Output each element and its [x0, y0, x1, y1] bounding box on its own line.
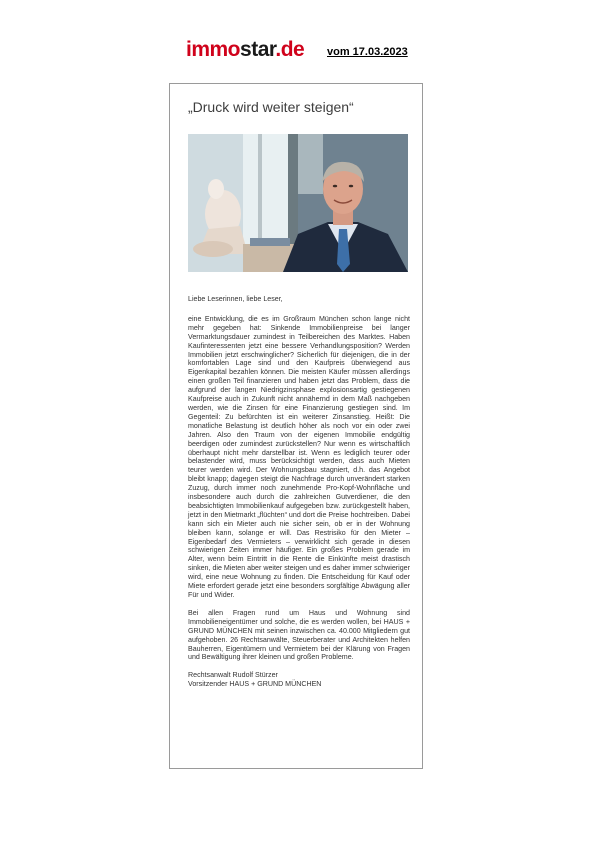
masthead: [186, 36, 304, 60]
logo-part-immo: immo: [186, 38, 241, 61]
body-paragraph: eine Entwicklung, die es im Großraum München schon lange nicht mehr gegeben hat: Sinkende Immobilienpreise bei langer Vermarktungsdauer zumindest in Teilbereichen des Marktes. Haben Kaufinteressenten jetzt eine bessere Verhandlungsposition? Werden Immobilien jetzt erschwinglicher? Sicherlich für diejenigen, die in der komfortablen Lage sind und den Kaufpreis überwiegend aus Eigenkapital bezahlen können. Die meisten Käufer müssen allerdings einen großen Teil finanzieren und haben jetzt das Problem, dass die aufgrund der langen Niedrigzinsphase explosionsartig gestiegenen Kaufpreise auch in Zukunft nicht annähernd in dem Maß nachgeben werden, wie die Zinsen für eine Finanzierung gestiegen sind. Im Gegenteil: Zu befürchten ist ein weiterer Zinsanstieg. Heißt: Die monatliche Belastung ist deutlich höher als noch vor ein oder zwei Jahren. Also den Traum von der eigenen Immobilie endgültig beerdigen oder zumindest zurückstellen? Nur wenn es wirtschaftlich überhaupt nicht mehr darstellbar ist. Wenn es lediglich teurer oder belastender wird, muss berücksichtigt werden, dass auch Mieten teurer werden wird. Der Wohnungsbau stagniert, d.h. das Angebot bleibt knapp; dagegen steigt die Nachfrage durch unverändert starken Zuzug, durch immer noch zunehmende Pro-Kopf-Wohnfläche und insbesondere auch durch die zahlreichen Gutverdiener, die den beabsichtigten Immobilienkauf aufgegeben bzw. zurückgestellt haben, jetzt in den Mietmarkt „flüchten“ und dort die Preise hochtreiben. Dabei kann sich ein Mieter auch nie sicher sein, ob er in der Wohnung bleiben kann, solange er will. Das Restrisiko für den Mieter – Eigenbedarf des Vermieters – verwirklicht sich gerade in diesen schwierigen Zeiten immer häufiger. Ein großes Problem gerade im Alter, wenn beim Eintritt in die Rente die Einkünfte meist drastisch sinken, die Mieten aber weiter steigen und es daher immer schwieriger wird, eine neue Wohnung zu finden. Die Entscheidung für Kauf oder Miete erfordert gerade jetzt eine besonders sorgfältige Abwägung aller Für und Wider.: [188, 314, 410, 599]
article-headline: „Druck wird weiter steigen“: [188, 99, 354, 115]
article-card: [169, 83, 423, 769]
logo-part-de: .de: [275, 38, 305, 61]
publication-date: vom 17.03.2023: [327, 46, 408, 58]
signature-title: Vorsitzender HAUS + GRUND MÜNCHEN: [188, 680, 322, 689]
site-logo[interactable]: [186, 39, 304, 60]
salutation: Liebe Leserinnen, liebe Leser,: [188, 295, 283, 303]
article-body: [188, 295, 410, 689]
signature-name: Rechtsanwalt Rudolf Stürzer: [188, 671, 278, 680]
logo-part-star: star: [240, 38, 276, 61]
author-photo: [188, 134, 408, 272]
body-paragraph: Bei allen Fragen rund um Haus und Wohnung sind Immobilieneigentümer und solche, die es werden wollen, bei HAUS + GRUND MÜNCHEN mit seinen inzwischen ca. 40.000 Mitgliedern gut aufgehoben. 26 Rechtsanwälte, Steuerberater und Architekten helfen Bauherren, Eigentümern und Vermietern bei der Klärung von Fragen und Bewältigung ihrer kleinen und großen Probleme.: [188, 608, 410, 662]
